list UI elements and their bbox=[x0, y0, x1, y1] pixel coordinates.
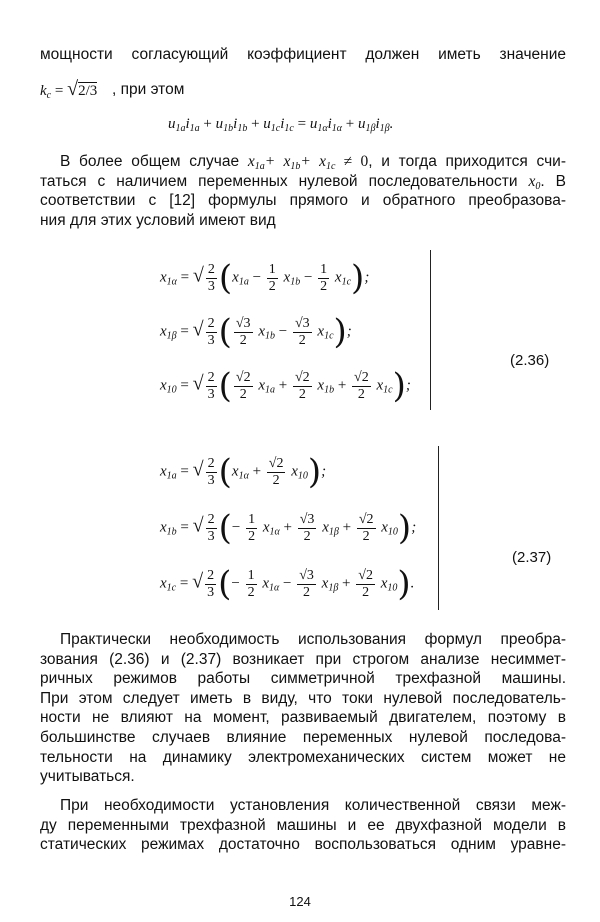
paragraph-2 bbox=[40, 152, 566, 230]
text-line: статических режимах достаточно воспользоваться одним уравне- bbox=[40, 836, 566, 854]
text-line: Практически необходимость использования формул преобра- bbox=[60, 631, 566, 648]
text-fragment: . В bbox=[540, 172, 566, 190]
text-line: ния для этих условий имеют вид bbox=[40, 211, 276, 229]
eq-2-37-row-1: $x_{1a}$ = √ $\frac{2}{3}$ ($x_{1\alpha}$ + $\frac{√2}{2}$ $x_{10}$); bbox=[160, 452, 327, 492]
page-number: 124 bbox=[289, 894, 311, 909]
text-fragment: , при этом bbox=[112, 81, 185, 98]
text-line: ду переменными трехфазной машины и ее двухфазной модели в bbox=[40, 816, 566, 834]
text-line: мощности согласующий коэффициент должен иметь значение bbox=[40, 46, 566, 63]
text-fragment: В более общем случае bbox=[60, 153, 248, 170]
text-line: При необходимости установления количественной связи меж- bbox=[60, 797, 566, 814]
text-line: большинстве случаев влияние переменных нулевой последова- bbox=[40, 728, 566, 746]
eq-2-37-row-3: $x_{1c}$ = √ $\frac{2}{3}$ (− $\frac{1}{2}$ $x_{1\alpha}$ − $\frac{√3}{2}$ $x_{1\beta}$ + $\frac{√2}{2}$ $x_{10}$). bbox=[160, 564, 415, 604]
var-x0: $x_0$ bbox=[528, 172, 541, 192]
paragraph-3 bbox=[40, 630, 566, 787]
eq-2-36-brace bbox=[424, 250, 431, 410]
text-line: тельности на динамику электромеханических систем может не bbox=[40, 748, 566, 766]
text-line: зования (2.36) и (2.37) возникает при строгом анализе несиммет- bbox=[40, 650, 566, 668]
text-line bbox=[40, 172, 566, 192]
formula-inline-sum: $x_{1a}+ x_{1b}+ x_{1c} \ne 0$ bbox=[247, 153, 369, 172]
text-line: ности не влияют на момент, развиваемый двигателем, поэтому в bbox=[40, 709, 566, 727]
paragraph-4 bbox=[40, 796, 566, 855]
formula-kc: $k_c = √2/3$ bbox=[40, 78, 98, 101]
text-line: соответствии с [12] формулы прямого и обратного преобразова- bbox=[40, 192, 566, 210]
text-fragment: , и тогда приходится счи- bbox=[368, 153, 567, 170]
text-line: учитываться. bbox=[40, 768, 135, 786]
eq-2-37-brace bbox=[432, 446, 439, 610]
eq-2-36-number: (2.36) bbox=[510, 352, 550, 369]
paragraph-1 bbox=[40, 45, 566, 65]
eq-2-37-row-2: $x_{1b}$ = √ $\frac{2}{3}$ (− $\frac{1}{2}$ $x_{1\alpha}$ + $\frac{√3}{2}$ $x_{1\beta}$ + $\frac{√2}{2}$ $x_{10}$); bbox=[160, 508, 417, 548]
paragraph-1-tail bbox=[112, 80, 232, 100]
eq-2-36-row-3: $x_{10}$ = √ $\frac{2}{3}$ ( $\frac{√2}{2}$ $x_{1a}$ + $\frac{√2}{2}$ $x_{1b}$ + $\frac{√2}{2}$ $x_{1c}$); bbox=[160, 366, 411, 406]
eq-2-37-number: (2.37) bbox=[512, 549, 552, 566]
eq-2-36-row-2: $x_{1\beta}$ = √ $\frac{2}{3}$ ( $\frac{√3}{2}$ $x_{1b}$ − $\frac{√3}{2}$ $x_{1c}$); bbox=[160, 312, 352, 352]
text-fragment: таться с наличием переменных нулевой последовательности bbox=[40, 172, 529, 190]
text-line bbox=[40, 152, 566, 172]
eq-2-36-row-1: $x_{1\alpha}$ = √ $\frac{2}{3}$ ($x_{1a}$ − $\frac{1}{2}$ $x_{1b}$ − $\frac{1}{2}$ $x_{1c}$); bbox=[160, 258, 370, 298]
formula-power-sum: $u_{1a}i_{1a} + u_{1b}i_{1b} + u_{1c}i_{1c} = u_{1\alpha}i_{1\alpha} + u_{1\beta}i_{1\beta}$. bbox=[168, 116, 394, 134]
text-line: При этом следует иметь в виду, что токи нулевой последователь- bbox=[40, 689, 566, 707]
text-line: ричных режимов работы симметричной трехфазной машины. bbox=[40, 670, 566, 688]
